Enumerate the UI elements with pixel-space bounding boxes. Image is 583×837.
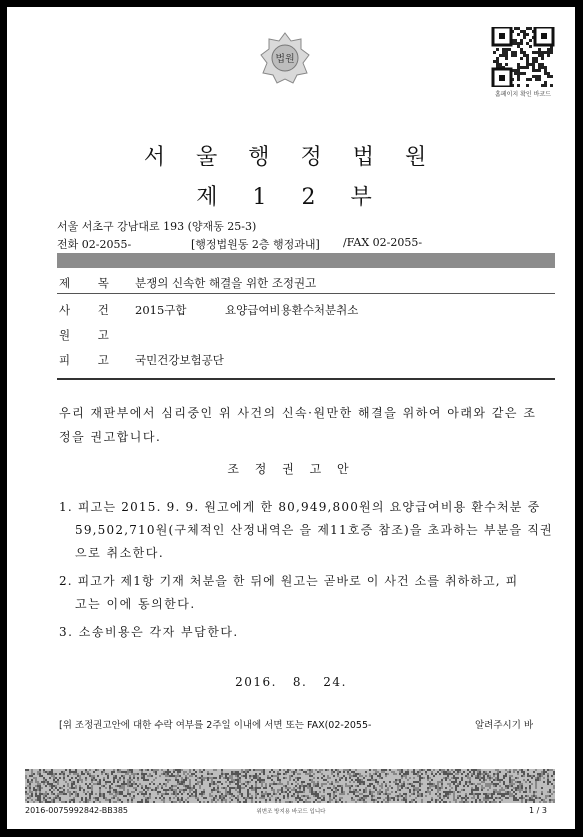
- intro-line-2: 정을 권고합니다.: [59, 430, 162, 444]
- proposal-item-1-line-1: 1. 피고는 2015. 9. 9. 원고에게 한 80,949,800원의 요양급여비용 환수처분 중: [59, 500, 541, 514]
- court-address: 서울 서초구 강남대로 193 (양재동 25-3): [57, 220, 257, 233]
- notice-text-end: 알려주시기 바: [475, 720, 534, 731]
- document-page: [7, 7, 575, 829]
- court-phone: 전화 02-2055-: [57, 238, 132, 251]
- case-name: 요양급여비용환수처분취소: [225, 303, 359, 317]
- court-fax: /FAX 02-2055-: [343, 236, 423, 249]
- proposal-item-3: 3. 소송비용은 각자 부담한다.: [59, 625, 239, 639]
- document-date: 2016. 8. 24.: [235, 675, 347, 689]
- subject-divider: [57, 293, 555, 294]
- notice-text: [위 조정권고안에 대한 수락 여부를 2주일 이내에 서면 또는 FAX(02-2055-: [59, 720, 372, 731]
- proposal-item-1-line-3: 으로 취소한다.: [75, 546, 165, 560]
- case-label: 사 건: [59, 303, 121, 317]
- seal-text: 법원: [275, 54, 295, 65]
- barcode-caption: 위변조 방지용 바코드 입니다: [256, 809, 326, 815]
- proposal-item-2-line-1: 2. 피고가 제1항 기재 처분을 한 뒤에 원고는 곧바로 이 사건 소를 취하하고, 피: [59, 574, 519, 588]
- qr-caption: 홈페이지 확인 바코드: [495, 91, 551, 98]
- proposal-item-1-line-2: 59,502,710원(구체적인 산정내역은 을 제11호증 참조)을 초과하는 부분을 직권: [75, 523, 553, 537]
- intro-line-1: 우리 재판부에서 심리중인 위 사건의 신속·원만한 해결을 위하여 아래와 같은 조: [59, 406, 537, 420]
- plaintiff-label: 원 고: [59, 328, 121, 342]
- case-info-bottom-rule: [57, 378, 555, 380]
- case-number: 2015구합: [135, 303, 187, 317]
- subject-label: 제 목: [59, 276, 121, 290]
- proposal-item-2-line-2: 고는 이에 동의한다.: [75, 597, 196, 611]
- division-title: 제 1 2 부: [196, 185, 386, 210]
- court-name: 서 울 행 정 법 원: [143, 145, 439, 170]
- court-seal-icon: [259, 31, 311, 85]
- court-office: [행정법원동 2층 행정과내]: [191, 238, 320, 251]
- anti-forgery-barcode-icon: [25, 769, 555, 803]
- defendant-label: 피 고: [59, 353, 121, 367]
- qr-code-icon: [491, 27, 555, 87]
- proposal-heading: 조 정 권 고 안: [227, 462, 355, 476]
- defendant-value: 국민건강보험공단: [135, 353, 224, 367]
- page-number: 1 / 3: [529, 806, 547, 815]
- subject-value: 분쟁의 신속한 해결을 위한 조정권고: [135, 276, 317, 290]
- document-id: 2016-0075992842-BB385: [25, 806, 128, 815]
- header-divider-band: [57, 253, 555, 268]
